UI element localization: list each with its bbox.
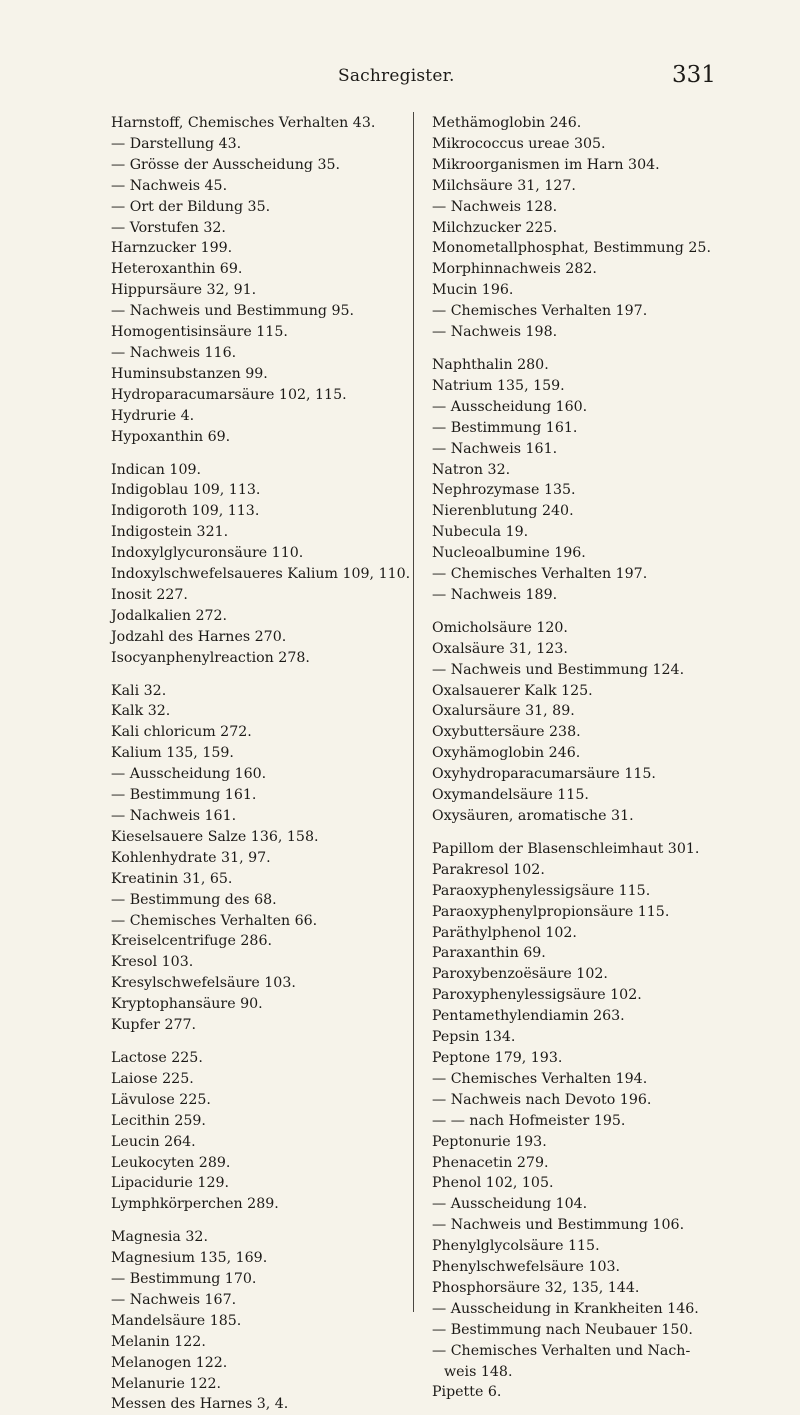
index-entry: Messen des Harnes 3, 4.: [111, 1396, 289, 1413]
index-entry: Leucin 264.: [111, 1133, 196, 1150]
index-entry: Lactose 225.: [111, 1049, 203, 1066]
index-entry: Indoxylglycuronsäure 110.: [111, 545, 304, 562]
index-entry: Oxybuttersäure 238.: [432, 724, 581, 741]
index-entry: — Nachweis nach Devoto 196.: [432, 1091, 652, 1108]
index-entry: Phenol 102, 105.: [432, 1175, 554, 1192]
index-entry: Mikroorganismen im Harn 304.: [432, 156, 660, 173]
page-header: [0, 62, 800, 102]
index-entry: — Chemisches Verhalten 194.: [432, 1070, 648, 1087]
index-entry: — Nachweis 45.: [111, 177, 228, 194]
index-entry: — Vorstufen 32.: [111, 219, 226, 236]
index-entry: — Bestimmung des 68.: [111, 891, 277, 908]
index-entry: Jodzahl des Harnes 270.: [111, 628, 287, 645]
index-entry: Phenylschwefelsäure 103.: [432, 1259, 621, 1276]
index-entry: — — nach Hofmeister 195.: [432, 1112, 626, 1129]
index-entry: — Ort der Bildung 35.: [111, 198, 271, 215]
index-entry: Oxalursäure 31, 89.: [432, 703, 575, 720]
index-entry: Oxyhämoglobin 246.: [432, 745, 581, 762]
index-entry: Huminsubstanzen 99.: [111, 365, 268, 382]
index-entry: Hydroparacumarsäure 102, 115.: [111, 386, 347, 403]
running-title: Sachregister.: [338, 66, 455, 86]
index-entry: — Bestimmung nach Neubauer 150.: [432, 1321, 693, 1338]
index-entry: Inosit 227.: [111, 586, 188, 603]
index-entry: Harnzucker 199.: [111, 240, 233, 257]
index-entry: Lipacidurie 129.: [111, 1175, 230, 1192]
index-entry: Kali 32.: [111, 682, 167, 699]
index-entry: Lecithin 259.: [111, 1112, 206, 1129]
index-entry: — Bestimmung 161.: [432, 419, 578, 436]
index-entry: — Ausscheidung 160.: [432, 398, 588, 415]
index-entry: — Nachweis 161.: [432, 440, 558, 457]
index-entry: Milchsäure 31, 127.: [432, 177, 576, 194]
index-entry: Kieselsauere Salze 136, 158.: [111, 828, 319, 845]
index-entry: Hydrurie 4.: [111, 407, 195, 424]
index-entry: Papillom der Blasenschleimhaut 301.: [432, 840, 700, 857]
index-entry: Leukocyten 289.: [111, 1154, 231, 1171]
index-entry: Indican 109.: [111, 461, 202, 478]
index-entry: Kreiselcentrifuge 286.: [111, 933, 272, 950]
index-entry: Naphthalin 280.: [432, 356, 549, 373]
index-entry: Phenylglycolsäure 115.: [432, 1238, 600, 1255]
index-entry: Kreatinin 31, 65.: [111, 870, 233, 887]
index-entry: Lymphkörperchen 289.: [111, 1196, 279, 1213]
index-entry: Kupfer 277.: [111, 1017, 197, 1034]
index-column-left: [111, 113, 411, 1415]
index-entry: Nephrozymase 135.: [432, 482, 576, 499]
index-entry: — Nachweis 189.: [432, 586, 558, 603]
index-entry: Natrium 135, 159.: [432, 377, 565, 394]
index-entry: Phosphorsäure 32, 135, 144.: [432, 1279, 640, 1296]
index-entry: Oxalsauerer Kalk 125.: [432, 682, 593, 699]
index-entry: Homogentisinsäure 115.: [111, 324, 288, 341]
index-entry: — Chemisches Verhalten und Nach-: [432, 1342, 691, 1359]
index-entry: — Nachweis 161.: [111, 808, 237, 824]
index-entry: Nubecula 19.: [432, 524, 529, 541]
index-entry: Phenacetin 279.: [432, 1154, 549, 1171]
index-column-right: [432, 113, 732, 1403]
index-entry: Milchzucker 225.: [432, 219, 558, 236]
index-entry: Laiose 225.: [111, 1070, 194, 1087]
index-entry: Mikrococcus ureae 305.: [432, 135, 606, 152]
index-entry: Methämoglobin 246.: [432, 115, 582, 131]
index-entry: Pentamethylendiamin 263.: [432, 1008, 625, 1025]
index-entry: — Nachweis und Bestimmung 106.: [432, 1217, 685, 1234]
index-entry: Hypoxanthin 69.: [111, 428, 231, 445]
index-entry: Kali chloricum 272.: [111, 724, 252, 741]
index-entry: — Chemisches Verhalten 66.: [111, 912, 318, 929]
index-entry: Heteroxanthin 69.: [111, 261, 243, 278]
index-entry: Oxalsäure 31, 123.: [432, 640, 568, 657]
index-entry: — Bestimmung 161.: [111, 787, 257, 804]
index-entry: — Ausscheidung 104.: [432, 1196, 588, 1213]
index-entry: Harnstoff, Chemisches Verhalten 43.: [111, 115, 376, 131]
index-entry: Natron 32.: [432, 461, 511, 478]
index-entry: — Nachweis 116.: [111, 344, 237, 361]
index-entry: Morphinnachweis 282.: [432, 261, 597, 278]
index-entry: Kresylschwefelsäure 103.: [111, 975, 296, 992]
index-entry: — Nachweis und Bestimmung 124.: [432, 661, 685, 678]
index-entry: Oxysäuren, aromatische 31.: [432, 808, 634, 824]
index-entry: — Chemisches Verhalten 197.: [432, 566, 648, 583]
index-entry: Kohlenhydrate 31, 97.: [111, 849, 271, 866]
index-entry: Peptone 179, 193.: [432, 1049, 563, 1066]
index-entry: Isocyanphenylreaction 278.: [111, 649, 310, 666]
index-entry: Paraoxyphenylpropionsäure 115.: [432, 903, 670, 920]
index-entry: Magnesia 32.: [111, 1229, 208, 1246]
index-entry: Paräthylphenol 102.: [432, 924, 577, 941]
index-entry: — Darstellung 43.: [111, 135, 242, 152]
index-entry: Kresol 103.: [111, 954, 194, 971]
index-entry: Indigoroth 109, 113.: [111, 503, 260, 520]
index-entry: — Bestimmung 170.: [111, 1271, 257, 1288]
index-entry: — Nachweis 198.: [432, 324, 558, 341]
index-entry: — Grösse der Ausscheidung 35.: [111, 156, 341, 173]
index-entry: Pipette 6.: [432, 1384, 502, 1401]
index-entry: Parakresol 102.: [432, 861, 545, 878]
index-entry: Kalium 135, 159.: [111, 745, 234, 762]
index-entry: Mandelsäure 185.: [111, 1312, 242, 1329]
index-entry: — Nachweis 128.: [432, 198, 558, 215]
index-entry: Nucleoalbumine 196.: [432, 545, 586, 562]
page-number: 331: [672, 62, 716, 88]
index-entry: Melanin 122.: [111, 1333, 206, 1350]
index-entry: weis 148.: [444, 1363, 513, 1380]
index-entry: Indigostein 321.: [111, 524, 229, 541]
index-entry: — Nachweis und Bestimmung 95.: [111, 303, 355, 320]
index-entry: Omicholsäure 120.: [432, 619, 568, 636]
index-entry: Paroxyphenylessigsäure 102.: [432, 987, 642, 1004]
index-entry: Indoxylschwefelsaueres Kalium 109, 110.: [111, 566, 411, 583]
index-entry: Magnesium 135, 169.: [111, 1250, 268, 1267]
index-entry: — Ausscheidung in Krankheiten 146.: [432, 1300, 699, 1317]
index-entry: Melanurie 122.: [111, 1375, 222, 1392]
index-entry: Paraoxyphenylessigsäure 115.: [432, 882, 651, 899]
index-entry: Nierenblutung 240.: [432, 503, 574, 520]
index-entry: Oxyhydroparacumarsäure 115.: [432, 766, 656, 783]
index-entry: — Chemisches Verhalten 197.: [432, 303, 648, 320]
index-entry: Mucin 196.: [432, 282, 514, 299]
index-entry: Peptonurie 193.: [432, 1133, 547, 1150]
index-entry: Paroxybenzoësäure 102.: [432, 966, 608, 983]
index-entry: Melanogen 122.: [111, 1354, 228, 1371]
index-entry: Paraxanthin 69.: [432, 945, 546, 962]
index-entry: — Ausscheidung 160.: [111, 766, 267, 783]
index-entry: Jodalkalien 272.: [111, 607, 228, 624]
index-entry: Kalk 32.: [111, 703, 171, 720]
index-entry: Oxymandelsäure 115.: [432, 787, 589, 804]
index-entry: — Nachweis 167.: [111, 1291, 237, 1308]
index-entry: Hippursäure 32, 91.: [111, 282, 257, 299]
column-divider: [413, 112, 414, 1312]
index-entry: Pepsin 134.: [432, 1029, 516, 1046]
index-entry: Lävulose 225.: [111, 1091, 211, 1108]
index-entry: Indigoblau 109, 113.: [111, 482, 261, 499]
index-entry: Kryptophansäure 90.: [111, 996, 263, 1013]
index-entry: Monometallphosphat, Bestimmung 25.: [432, 240, 711, 257]
